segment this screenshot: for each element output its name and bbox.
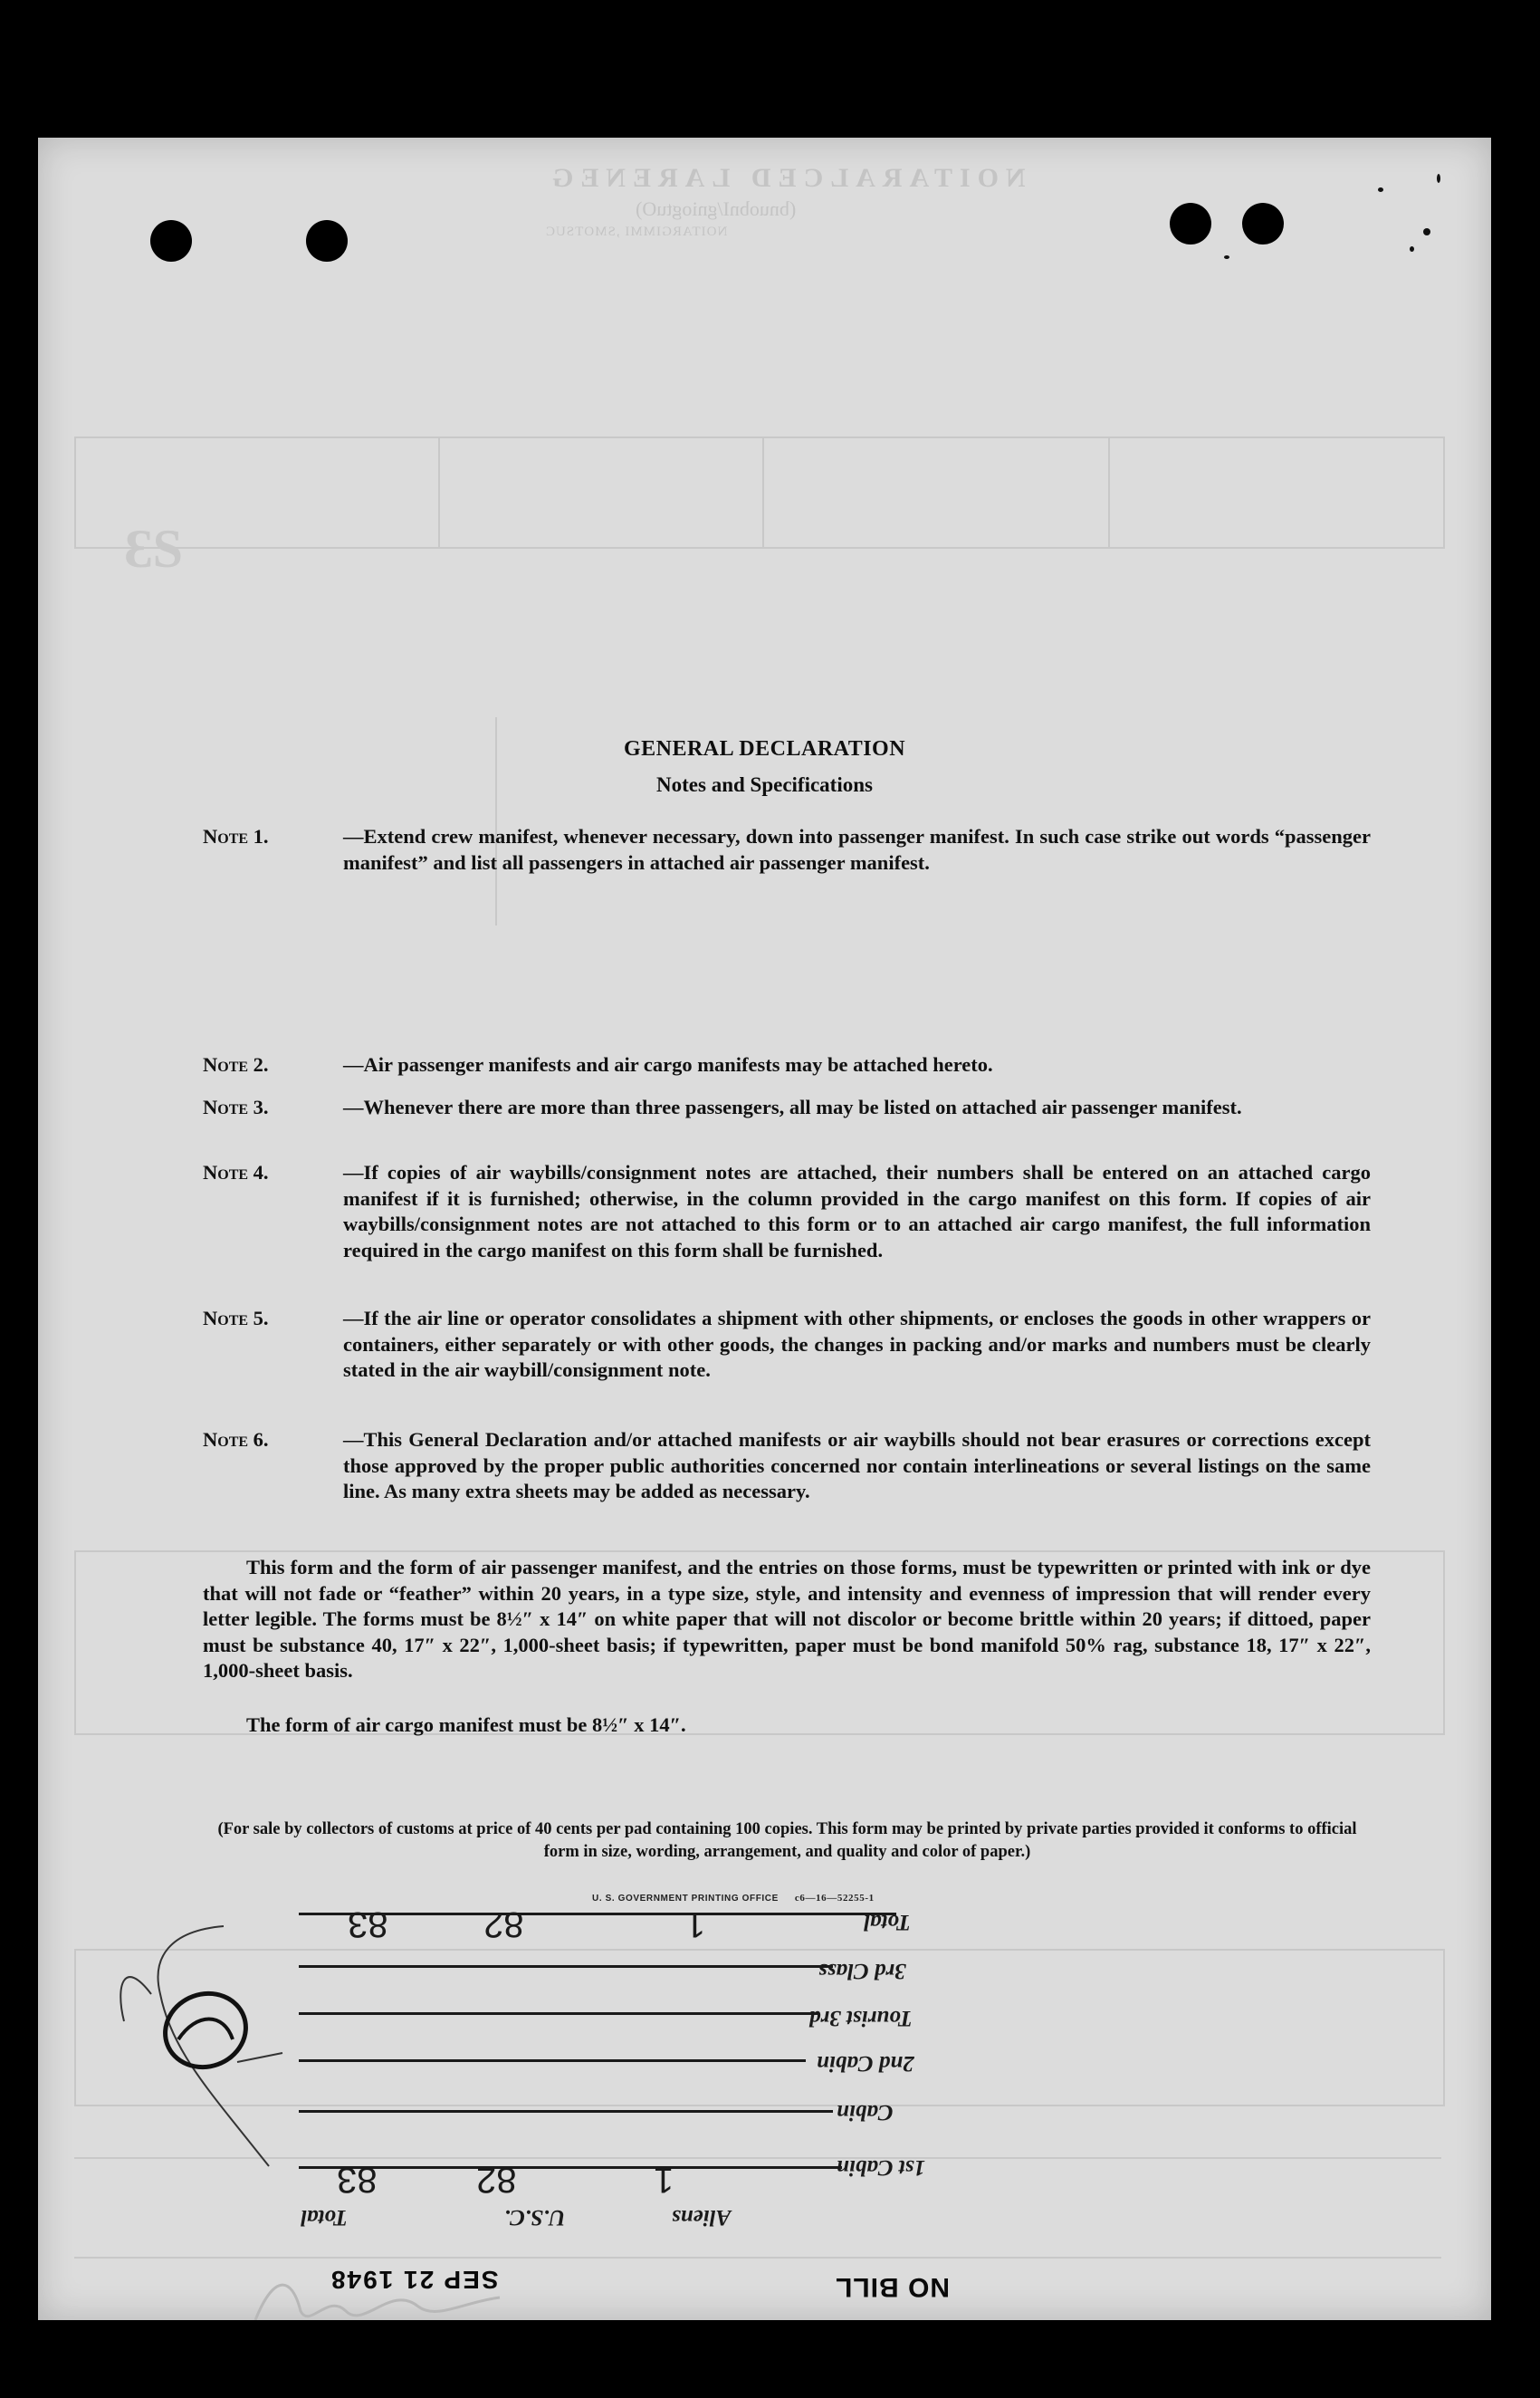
note-3 xyxy=(203,1095,1371,1121)
total-row-usc: 82 xyxy=(483,1904,524,1944)
note-5 xyxy=(203,1306,1371,1384)
document-page xyxy=(38,138,1491,2320)
cargo-manifest-size-paragraph: The form of air cargo manifest must be 8½″ x 14″. xyxy=(246,1713,686,1736)
class-row-line xyxy=(299,1965,833,1968)
page-title: GENERAL DECLARATION xyxy=(623,737,906,761)
no-bill-stamp: NO BILL xyxy=(835,2272,950,2302)
first-cabin-total: 83 xyxy=(337,2160,378,2200)
note-6 xyxy=(203,1427,1371,1505)
page-subtitle: Notes and Specifications xyxy=(656,773,873,796)
note-text: —If copies of air waybills/consignment notes are attached, their numbers shall be entered on an attached cargo manifest if it is furnished; otherwise, in the column provided in the cargo manifest on this form. If copies of air waybills/consignment notes are not attached to this form or to an attached air cargo manifest, the full information required in the cargo manifest on this form shall be furnished. xyxy=(343,1161,1371,1261)
note-label: Note 5. xyxy=(203,1307,269,1329)
column-heading-total: Total xyxy=(301,2205,348,2230)
note-label: Note 4. xyxy=(203,1161,269,1184)
class-label-3rd-class: 3rd Class xyxy=(818,1959,906,1983)
class-row-line xyxy=(299,2059,806,2062)
date-stamp: SEP 21 1948 xyxy=(330,2266,499,2294)
bleed-through-text: NOITARALCED LARENEG xyxy=(545,163,1026,193)
note-4 xyxy=(203,1160,1371,1263)
class-row-line xyxy=(299,1913,896,1915)
note-label: Note 1. xyxy=(203,825,269,848)
class-row-line xyxy=(299,2012,819,2015)
bleed-through-text: (bnuobnI/gniogtuO) xyxy=(636,197,797,220)
note-2 xyxy=(203,1052,1371,1079)
class-label-tourist-3rd: Tourist 3rd xyxy=(809,2006,913,2030)
total-row-total: 83 xyxy=(348,1904,388,1944)
note-text: —Extend crew manifest, whenever necessary, down into passenger manifest. In such case strike out words “passenger manifest” and list all passengers in attached air passenger manifest. xyxy=(343,825,1371,874)
class-row-line xyxy=(299,2166,842,2169)
form-requirements-paragraph: This form and the form of air passenger manifest, and the entries on those forms, must be typewritten or printed with ink or dye that will not fade or “feather” within 20 years, in a type size, style, and intensity and evenness of impression that will render every letter legible. The forms must be 8½″ x 14″ on white paper that will not discolor or become brittle within 20 years; if dittoed, paper must be substance 40, 17″ x 22″, 1,000-sheet basis; if typewritten, paper must be bond manifold 50% rag, substance 18, 17″ x 22″, 1,000-sheet basis. xyxy=(203,1556,1371,1682)
bleed-through-text: NOITARGIMMI ,SMOTSUC xyxy=(545,225,728,239)
bleed-through-signature xyxy=(246,2266,518,2320)
note-text: —Whenever there are more than three passengers, all may be listed on attached air passenger manifest. xyxy=(343,1096,1242,1118)
note-text: —This General Declaration and/or attached manifests or air waybills should not bear erasures or corrections except those approved by the proper public authorities concerned nor contain interlineations or several listings on the same line. As many extra sheets may be added as necessary. xyxy=(343,1428,1371,1502)
printing-office-line xyxy=(592,1893,875,1904)
note-1 xyxy=(203,824,1371,876)
note-label: Note 2. xyxy=(203,1053,269,1076)
handwritten-bracket-mark xyxy=(88,1904,359,2175)
note-label: Note 3. xyxy=(203,1096,269,1118)
first-cabin-aliens: 1 xyxy=(654,2160,674,2200)
class-label-2nd-cabin: 2nd Cabin xyxy=(817,2051,914,2076)
class-row-line xyxy=(299,2110,833,2113)
printing-office: U. S. GOVERNMENT PRINTING OFFICE xyxy=(592,1894,779,1904)
note-label: Note 6. xyxy=(203,1428,269,1451)
form-code: c6—16—52255-1 xyxy=(794,1893,875,1904)
class-label-total: Total xyxy=(864,1910,911,1934)
column-heading-aliens: Aliens xyxy=(672,2205,732,2230)
note-text: —If the air line or operator consolidates a shipment with other shipments, or encloses the goods in other wrappers or containers, either separately or with other goods, the changes in packing and/or marks and numbers must be clearly stated in the air waybill/consignment note. xyxy=(343,1307,1371,1381)
sale-notice: (For sale by collectors of customs at price of 40 cents per pad containing 100 copies. This form may be printed by private parties provided it conforms to official form in size, wording, arrangement, and quality and color of paper.) xyxy=(217,1820,1357,1861)
total-row-aliens: 1 xyxy=(685,1904,706,1944)
class-label-cabin: Cabin xyxy=(837,2100,894,2125)
column-heading-usc: U.S.C. xyxy=(504,2205,566,2230)
first-cabin-usc: 82 xyxy=(476,2160,517,2200)
bleed-through-text: ƐS xyxy=(124,519,184,579)
note-text: —Air passenger manifests and air cargo manifests may be attached hereto. xyxy=(343,1053,993,1076)
class-label-1st-cabin: 1st Cabin xyxy=(837,2155,925,2180)
